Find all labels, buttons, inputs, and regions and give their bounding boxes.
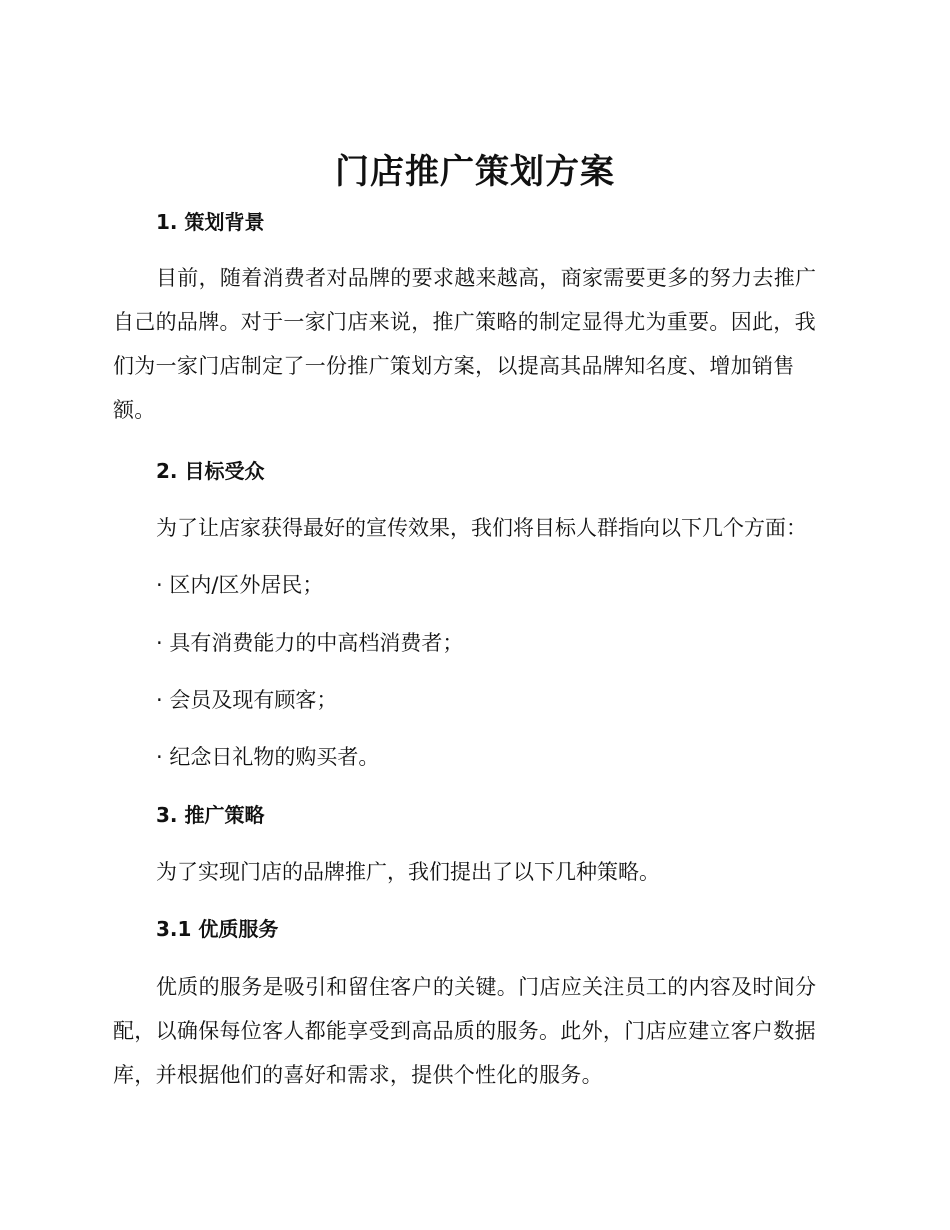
document-title: 门店推广策划方案 [335,152,615,192]
paragraph-quality-service: 优质的服务是吸引和留住客户的关键。门店应关注员工的内容及时间分配，以确保每位客人都能享受到高品质的服务。此外，门店应建立客户数据库，并根据他们的喜好和需求，提供个性化的服务。 [113,975,817,1087]
section-heading-target-audience: 2. 目标受众 [156,459,265,483]
paragraph-background: 目前，随着消费者对品牌的要求越来越高，商家需要更多的努力去推广自己的品牌。对于一家门店来说，推广策略的制定显得尤为重要。因此，我们为一家门店制定了一份推广策划方案，以提高其品牌知名度、增加销售额。 [113,266,817,422]
list-item: · 具有消费能力的中高档消费者； [156,631,464,655]
promotion-strategy-intro: 为了实现门店的品牌推广，我们提出了以下几种策略。 [156,860,660,884]
section-heading-promotion-strategy: 3. 推广策略 [156,803,265,827]
list-item: · 区内/区外居民； [156,573,324,597]
list-item: · 纪念日礼物的购买者。 [156,745,380,769]
target-audience-intro: 为了让店家获得最好的宣传效果，我们将目标人群指向以下几个方面： [156,516,807,540]
subsection-heading-quality-service: 3.1 优质服务 [156,917,279,941]
list-item: · 会员及现有顾客； [156,688,338,712]
section-heading-background: 1. 策划背景 [156,210,265,234]
